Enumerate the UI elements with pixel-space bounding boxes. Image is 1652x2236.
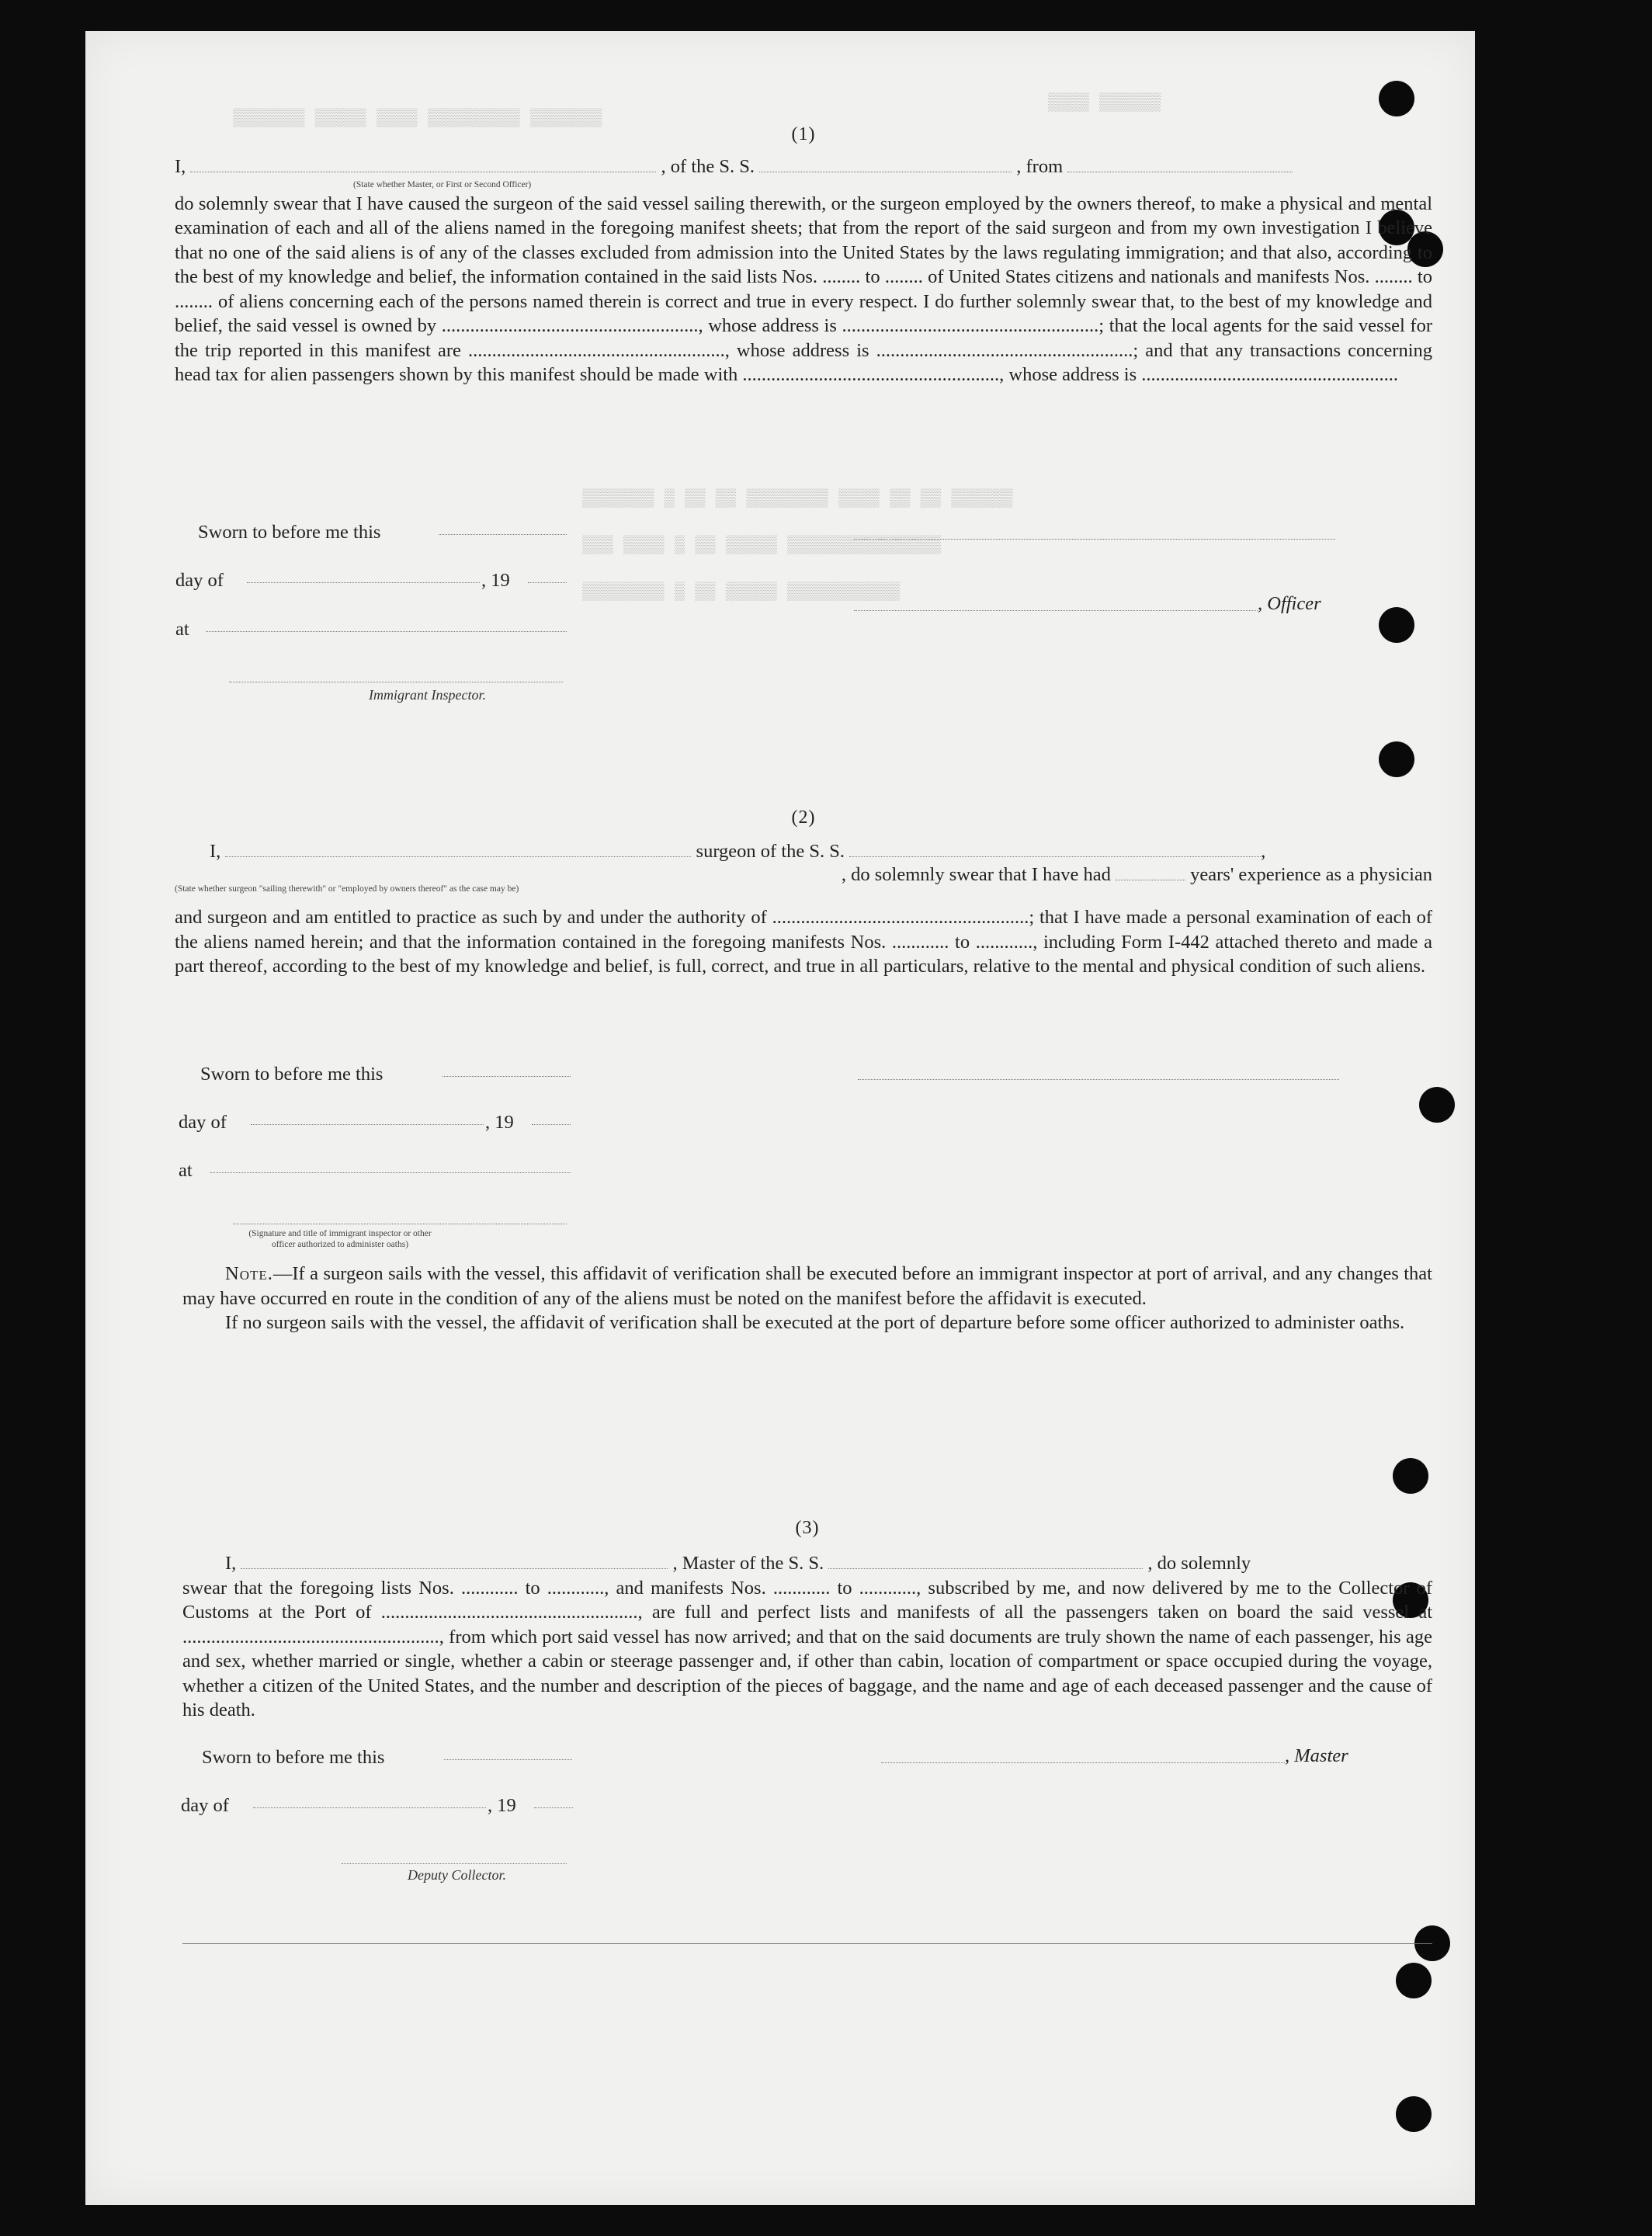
section-1-header-line (175, 155, 1432, 179)
day-of-label-1: day of (175, 570, 224, 591)
bleed-through-text: ▒▒▒▒▒▒▒ ▒ ▒▒ ▒▒ ▒▒▒▒▒▒▒▒ ▒▒▒▒ ▒▒ ▒▒ ▒▒▒▒▒▒ (582, 489, 1013, 509)
bottom-rule (182, 1943, 1432, 1944)
at-field-2[interactable] (210, 1172, 571, 1173)
deputy-collector-signature-line[interactable] (342, 1863, 567, 1864)
year-label-3: , 19 (488, 1795, 516, 1816)
year-label-1: , 19 (481, 570, 510, 591)
year-label-2: , 19 (485, 1112, 514, 1133)
sworn-label-2: Sworn to before me this (200, 1064, 384, 1085)
note-text-1-body: —If a surgeon sails with the vessel, this affidavit of verification shall be executed before an immigrant inspector at port of arrival, and any changes that may have occurred en route in the condition of any of the aliens must be noted on the manifest before the affidavit is executed. (182, 1263, 1432, 1309)
officer-signature-field[interactable] (854, 610, 1258, 611)
label-i: I, (225, 1553, 237, 1574)
surgeon-signature-line[interactable] (858, 1079, 1339, 1080)
years-experience-field[interactable] (1116, 866, 1185, 880)
label-years-experience: years' experience as a physician (1190, 863, 1432, 885)
year-field-3[interactable] (534, 1807, 573, 1808)
section-number: (1) (791, 124, 816, 144)
day-of-label-3: day of (181, 1795, 229, 1816)
master-label: , Master (1285, 1745, 1348, 1766)
bleed-through-text: ▒▒▒ ▒▒▒▒ ▒ ▒▒ ▒▒▒▒▒ ▒▒▒▒▒▒▒▒▒▒▒▒▒▒▒ (582, 536, 942, 555)
section-1 (175, 124, 1432, 387)
punch-hole (1396, 2096, 1432, 2132)
section-1-body: do solemnly swear that I have caused the surgeon of the said vessel sailing therewith, or the surgeon employed by the owners thereof, to make a physical and mental examination of each and all of the aliens named in the foregoing manifest sheets; that from the report of the said surgeon and from my own investigation I believe that no one of the said aliens is of any of the classes excluded from admission into the United States by the laws regulating immigration; and that also, according to the best of my knowledge and belief, the information contained in the said lists Nos. ........ to ........ of United States citizens and nationals and manifests Nos. ........ to ........ of aliens concerning each of the persons named therein is correct and true in every respect. I do further solemnly swear that, to the best of my knowledge and belief, the said vessel is owned by ......................................................, whose address is ......................................................; that the local agents for the said vessel for the trip reported in this manifest are ......................................................, whose address is ......................................................; and that any transactions concerning head tax for alien passengers shown by this manifest should be made with ......................................................, whose address is ...................................................... (175, 193, 1432, 385)
surgeon-hint: (State whether surgeon "sailing therewith" or "employed by owners thereof" as the case may be) (175, 884, 519, 894)
year-field-2[interactable] (532, 1124, 571, 1125)
year-field-1[interactable] (528, 582, 567, 583)
punch-hole (1393, 1458, 1428, 1494)
deputy-collector-caption: Deputy Collector. (408, 1867, 506, 1883)
note-label: Note. (225, 1263, 273, 1284)
bleed-through-text: ▒▒▒▒ ▒▒▒▒▒▒ (1048, 93, 1161, 113)
sworn-label-3: Sworn to before me this (202, 1747, 385, 1768)
bleed-through-text: ▒▒▒▒▒▒▒ ▒▒▒▒▒ ▒▒▒▒ ▒▒▒▒▒▒▒▒▒ ▒▒▒▒▒▒▒ (233, 109, 602, 128)
master-name-field[interactable] (241, 1554, 668, 1569)
section-2-body: and surgeon and am entitled to practice as such by and under the authority of ......................................................; that I have made a personal examination of each of the aliens named herein; and that the information contained in the foregoing manifests Nos. ............ to ............, including Form I-442 attached thereto and made a part thereof, according to the best of my knowledge and belief, is full, correct, and true in all particulars, relative to the mental and physical condition of such aliens. (175, 907, 1432, 977)
note-block (182, 1262, 1432, 1335)
punch-hole (1396, 1963, 1432, 1998)
section-3 (182, 1518, 1432, 1723)
rank-hint: (State whether Master, or First or Second Officer) (353, 179, 532, 189)
label-swear: , do solemnly swear that I have had (841, 863, 1111, 885)
sworn-label-1: Sworn to before me this (198, 522, 381, 543)
label-of-ss: , of the S. S. (661, 156, 755, 177)
note-text-1 (182, 1262, 1432, 1311)
section-2-line-1: I, surgeon of the S. S. , (210, 841, 1266, 862)
label-surgeon-of-ss: surgeon of the S. S. (696, 841, 845, 862)
surgeon-name-field[interactable] (225, 842, 691, 857)
form-page (85, 31, 1475, 2205)
punch-hole (1379, 607, 1414, 643)
officer-rank-field[interactable] (190, 158, 656, 172)
day-of-label-2: day of (179, 1112, 227, 1133)
section-3-line-1 (182, 1551, 1432, 1576)
at-label-1: at (175, 619, 189, 640)
punch-hole (1379, 81, 1414, 116)
inspector-hint: (Signature and title of immigrant inspector or other officer authorized to administer oaths) (248, 1229, 432, 1249)
immigrant-inspector-caption: Immigrant Inspector. (369, 687, 486, 703)
at-field-1[interactable] (206, 631, 567, 632)
punch-hole (1379, 741, 1414, 777)
punch-hole (1419, 1087, 1455, 1123)
day-of-field-3[interactable] (253, 1807, 486, 1808)
port-from-field[interactable] (1067, 158, 1293, 172)
section-2 (175, 807, 1432, 979)
master-signature-field[interactable] (881, 1762, 1285, 1763)
day-of-field-2[interactable] (251, 1124, 484, 1125)
at-label-2: at (179, 1160, 193, 1181)
sworn-date-field-3[interactable] (444, 1759, 572, 1760)
sworn-date-field-2[interactable] (442, 1076, 571, 1077)
section-3-body: swear that the foregoing lists Nos. ............ to ............, and manifests Nos. ............ to ............, subscribed by me, and now delivered by me to the Collector of Customs at the Port of ......................................................, are full and perfect lists and manifests of all the passengers taken on board the said vessel at ......................................................, from which port said vessel has now arrived; and that on the said documents are truly shown the name of each passenger, his age and sex, whether married or single, whether a cabin or steerage passenger and, if other than cabin, location of compartment or space occupied during the voyage, whether a citizen of the United States, and the number and description of the pieces of baggage, and the name and age of each deceased passenger and the cause of his death. (182, 1577, 1432, 1720)
section-number: (2) (791, 807, 816, 828)
note-text-2: If no surgeon sails with the vessel, the affidavit of verification shall be executed at the port of departure before some officer authorized to administer oaths. (225, 1312, 1405, 1333)
label-master-of-ss: , Master of the S. S. (672, 1553, 824, 1574)
label-i: I, (210, 841, 221, 862)
officer-signature-line-top[interactable] (854, 539, 1335, 540)
ship-name-field[interactable] (759, 158, 1012, 172)
sworn-date-field-1[interactable] (439, 534, 567, 535)
label-i: I, (175, 156, 186, 177)
section-number: (3) (795, 1518, 820, 1538)
bleed-through-text: ▒▒▒▒▒▒▒▒ ▒ ▒▒ ▒▒▒▒▒ ▒▒▒▒▒▒▒▒▒▒▒ (582, 582, 901, 602)
label-do-solemnly: , do solemnly (1147, 1553, 1251, 1574)
officer-label: , Officer (1258, 593, 1321, 614)
ship-name-field-2[interactable] (849, 842, 1261, 857)
day-of-field-1[interactable] (247, 582, 480, 583)
ship-name-field-3[interactable] (828, 1554, 1143, 1569)
label-from: , from (1016, 156, 1064, 177)
